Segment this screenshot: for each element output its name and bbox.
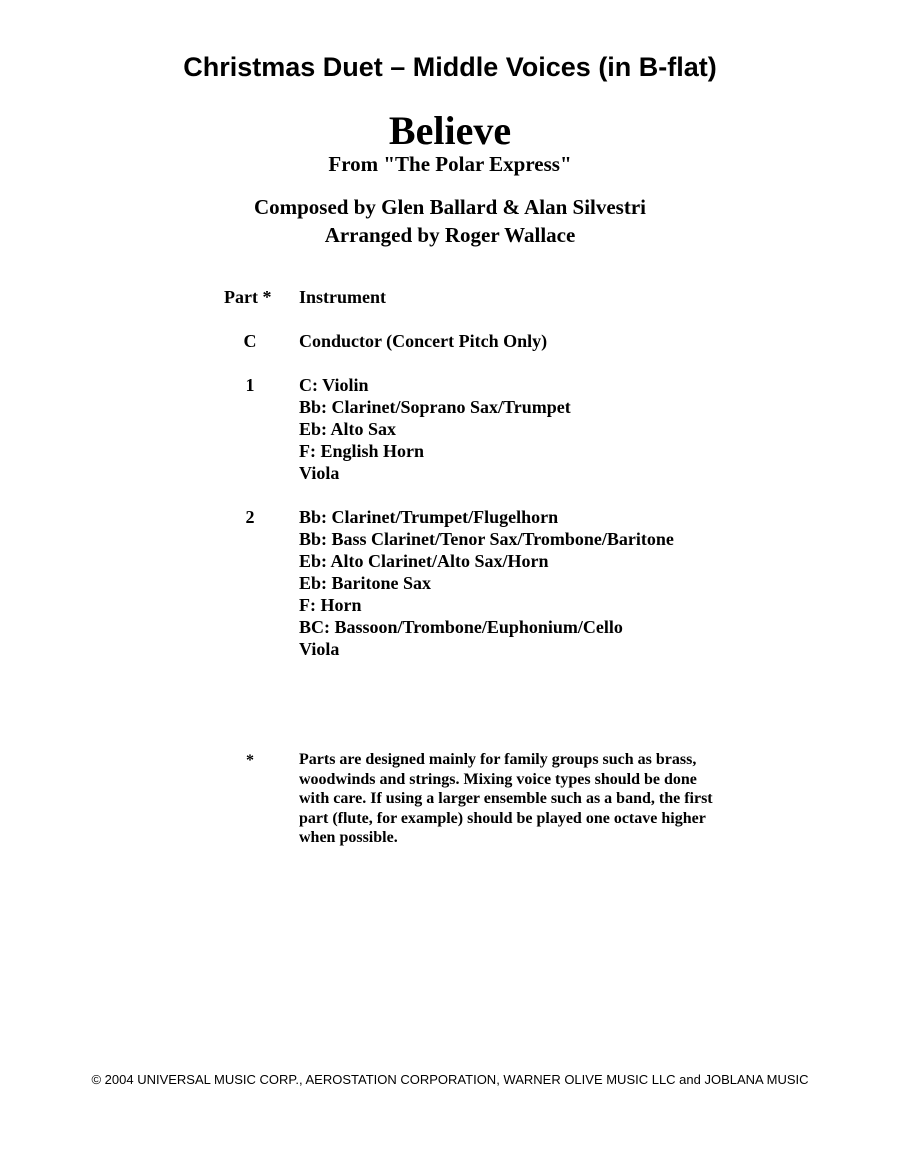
instrument-item: Eb: Baritone Sax [299,573,432,593]
arranger-credit: Arranged by Roger Wallace [324,223,576,247]
instrument-item: Conductor (Concert Pitch Only) [299,331,548,351]
instrument-list [299,506,819,660]
part-column-header: Part * [224,287,272,307]
instrument-item: Bb: Clarinet/Trumpet/Flugelhorn [299,507,559,527]
part-label: C [243,331,257,351]
song-title: Believe [388,108,512,153]
copyright-notice: © 2004 UNIVERSAL MUSIC CORP., AEROSTATION CORPORATION, WARNER OLIVE MUSIC LLC and JOBLANA MUSIC [91,1072,809,1087]
footnote-marker: * [246,752,254,769]
instrument-list [299,330,819,352]
instrument-column-header: Instrument [299,287,387,307]
instrument-item: Viola [299,639,340,659]
instrument-item: Eb: Alto Clarinet/Alto Sax/Horn [299,551,549,571]
instrument-item: BC: Bassoon/Trombone/Euphonium/Cello [299,617,623,637]
instrument-item: C: Violin [299,375,369,395]
instrument-item: F: English Horn [299,441,425,461]
instrument-item: Bb: Bass Clarinet/Tenor Sax/Trombone/Baritone [299,529,674,549]
instrument-item: F: Horn [299,595,362,615]
instrument-item: Bb: Clarinet/Soprano Sax/Trumpet [299,397,571,417]
composer-credit: Composed by Glen Ballard & Alan Silvestri [253,195,647,219]
footnote-text: Parts are designed mainly for family groups such as brass, woodwinds and strings. Mixing voice types should be done with care. If using a larger ensemble such as a band, the first part (flute, for example) should be played one octave higher when possible. [299,751,713,847]
song-subtitle: From "The Polar Express" [328,152,572,176]
part-label: 1 [245,375,255,395]
part-label: 2 [245,507,255,527]
instrument-item: Viola [299,463,340,483]
instrument-item: Eb: Alto Sax [299,419,397,439]
instrument-list [299,374,819,484]
document-heading: Christmas Duet – Middle Voices (in B-flat) [183,52,717,82]
